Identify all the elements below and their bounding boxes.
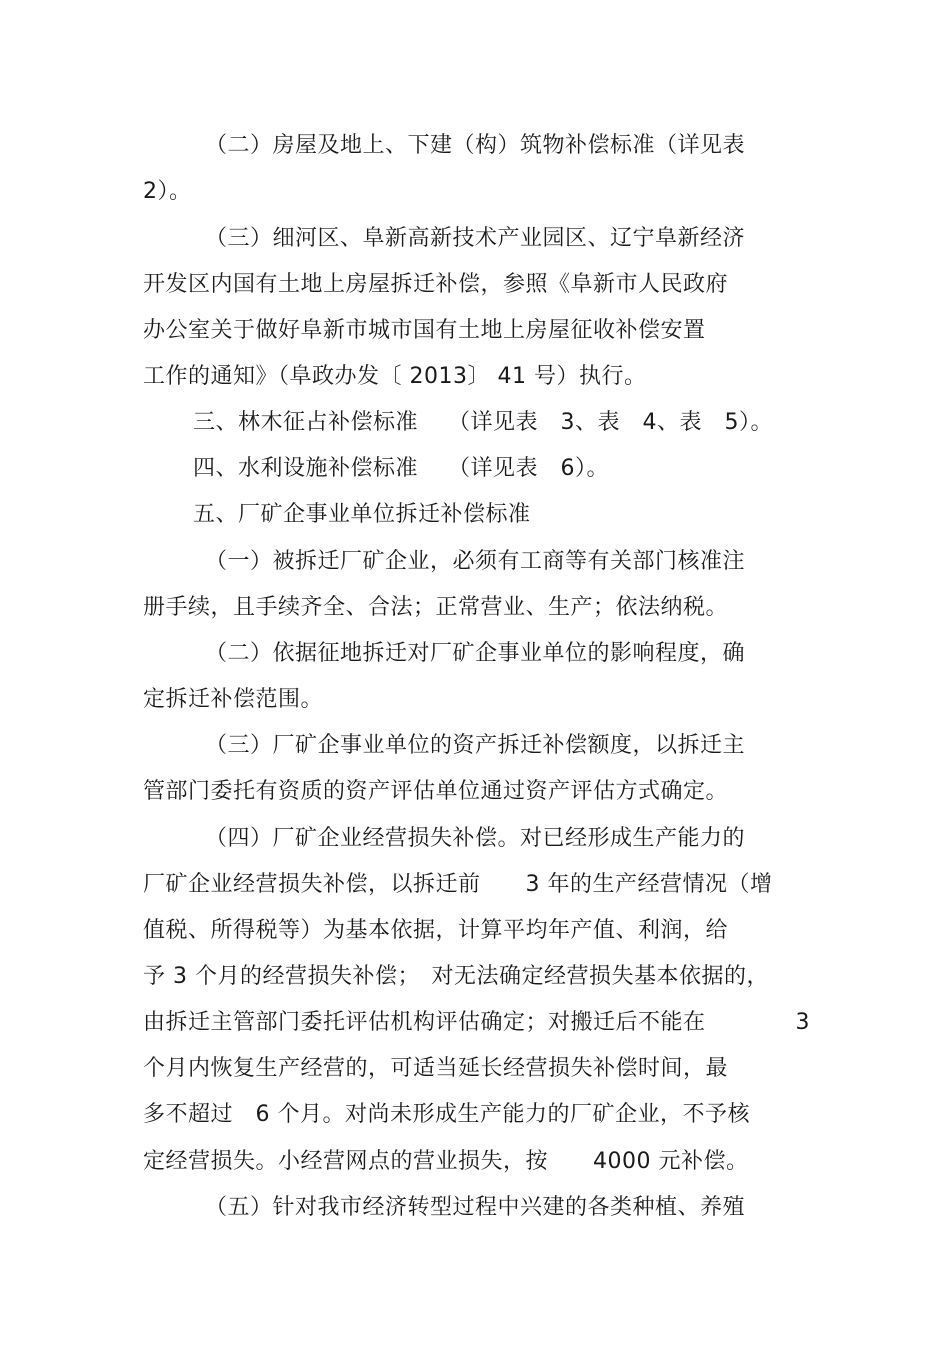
- paragraph-line: 管部门委托有资质的资产评估单位通过资产评估方式确定。: [143, 779, 729, 804]
- paragraph-line: 定拆迁补偿范围。: [143, 687, 324, 712]
- paragraph-line: 办公室关于做好阜新市城市国有土地上房屋征收补偿安置: [143, 318, 706, 343]
- paragraph-line: （四）厂矿企业经营损失补偿。对已经形成生产能力的: [205, 826, 746, 851]
- paragraph-line: 工作的通知》（阜政办发〔 2013〕 41 号）执行。: [143, 364, 647, 389]
- paragraph-line: （三）厂矿企事业单位的资产拆迁补偿额度，以拆迁主: [205, 733, 746, 758]
- paragraph-line: 由拆迁主管部门委托评估机构评估确定；对搬迁后不能在 3: [143, 1010, 810, 1035]
- paragraph-line: 定经营损失。小经营网点的营业损失，按 4000 元补偿。: [143, 1149, 749, 1174]
- paragraph-line: （一）被拆迁厂矿企业，必须有工商等有关部门核准注: [205, 549, 746, 574]
- paragraph-line: （二）依据征地拆迁对厂矿企事业单位的影响程度，确: [205, 641, 746, 666]
- paragraph-line: 个月内恢复生产经营的，可适当延长经营损失补偿时间，最: [143, 1056, 729, 1081]
- section-heading: 三、林木征占补偿标准 （详见表 3、表 4、表 5）。: [193, 410, 773, 435]
- paragraph-line: 开发区内国有土地上房屋拆迁补偿，参照《阜新市人民政府: [143, 272, 729, 297]
- paragraph-line: 多不超过 6 个月。对尚未形成生产能力的厂矿企业，不予核: [143, 1102, 750, 1127]
- paragraph-line: 册手续，且手续齐全、合法；正常营业、生产；依法纳税。: [143, 595, 729, 620]
- paragraph-line: 值税、所得税等）为基本依据，计算平均年产值、利润，给: [143, 918, 729, 943]
- section-heading: 五、厂矿企事业单位拆迁补偿标准: [193, 502, 531, 527]
- paragraph-line: 予 3 个月的经营损失补偿； 对无法确定经营损失基本依据的，: [143, 964, 769, 989]
- paragraph-line: 厂矿企业经营损失补偿，以拆迁前 3 年的生产经营情况（增: [143, 872, 773, 897]
- section-heading: 四、水利设施补偿标准 （详见表 6）。: [193, 456, 609, 481]
- paragraph-line: 2）。: [143, 179, 192, 204]
- paragraph-line: （三）细河区、阜新高新技术产业园区、辽宁阜新经济: [205, 226, 746, 251]
- paragraph-line: （二）房屋及地上、下建（构）筑物补偿标准（详见表: [205, 133, 746, 158]
- paragraph-line: （五）针对我市经济转型过程中兴建的各类种植、养殖: [205, 1195, 746, 1220]
